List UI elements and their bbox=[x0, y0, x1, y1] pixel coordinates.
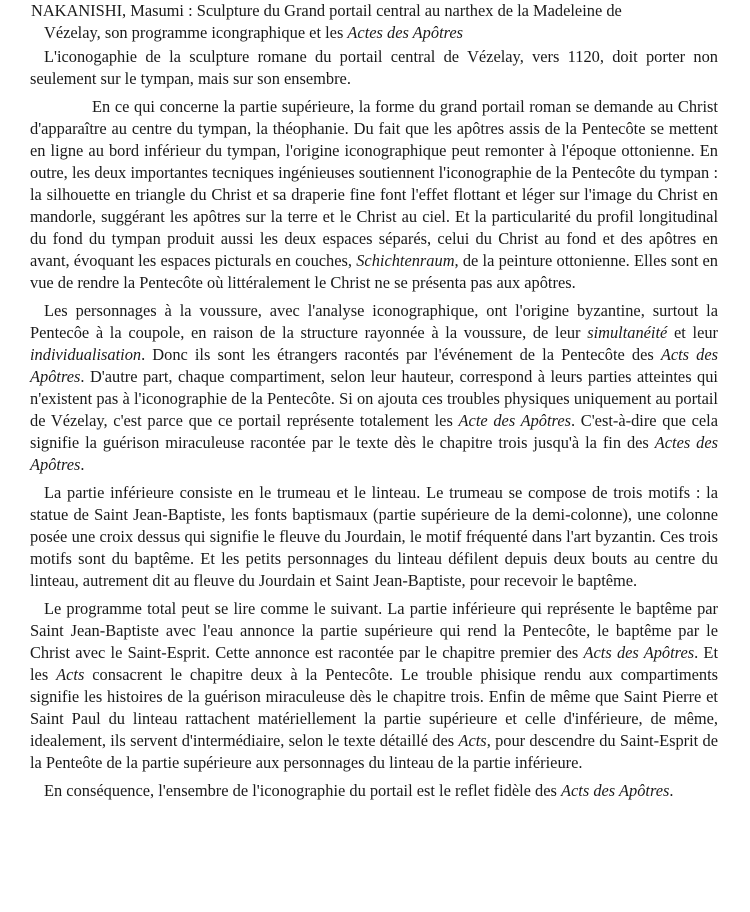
italic-term: Acte des Apôtres bbox=[458, 411, 571, 430]
paragraph bbox=[30, 46, 718, 90]
subtitle-italic: Actes des Apôtres bbox=[347, 23, 464, 42]
paragraph bbox=[30, 482, 718, 592]
italic-term: Schichtenraum bbox=[356, 251, 455, 270]
text-run: Les personnages à la voussure, avec l'analyse iconographique, ont l'origine byzantine, surtout la Pentecôe à la coupole, en raison de la structure rayonnée à la voussure, de leur bbox=[30, 301, 718, 342]
text-run: . D'autre part, chaque compartiment, selon leur hauteur, correspond à leurs parties atteintes qui n'existent pas à l'iconographie de la Pentecôte. Si on ajouta ces troubles physiques uniquement au portail de Vézelay, c'est parce que ce portail représente totalement les bbox=[30, 367, 718, 430]
text-run: , de la peinture ottonienne. Elles sont en vue de rendre la Pentecôte où littéralement le Christ ne se présenta pas aux apôtres. bbox=[30, 251, 718, 292]
subtitle-plain: Vézelay, son programme icongraphique et les bbox=[44, 23, 348, 42]
article-header bbox=[30, 0, 718, 44]
text-run: . C'est-à-dire que cela signifie la guérison miraculeuse racontée par le texte dès le chapitre trois jusqu'à la fin des bbox=[30, 411, 718, 452]
paragraph bbox=[30, 96, 718, 294]
article-subtitle bbox=[30, 22, 718, 44]
text-run: En ce qui concerne la partie supérieure, la forme du grand portail roman se demande au Christ d'apparaître au centre du tympan, la théophanie. Du fait que les apôtres assis de la Pentecôte se mettent en ligne au bord inférieur du tympan, l'origine iconographique peut remonter à l'époque ottonienne. En outre, les deux importantes tecniques ingénieuses soutiennent l'iconographie de la Pentecôte du tympan : la silhouette en triangle du Christ et sa draperie fine font l'effet flottant et léger sur l'image du Christ en mandorle, suggérant les apôtres sur la terre et le Christ au ciel. Et la particularité du profil longitudinal du fond du tympan produit aussi les deux espaces séparés, celui du Christ au fond et des apôtres en avant, évoquant les espaces picturals en couches, bbox=[30, 97, 718, 270]
italic-term: Actes des Apôtres bbox=[30, 433, 718, 474]
text-run: . Donc ils sont les étrangers racontés par l'événement de la Pentecôte des bbox=[141, 345, 661, 364]
text-run: . bbox=[669, 781, 674, 800]
text-run: L'iconogaphie de la sculpture romane du portail central de Vézelay, vers 1120, doit porter non seulement sur le tympan, mais sur son ensembre. bbox=[30, 47, 718, 88]
article-body bbox=[30, 46, 718, 802]
italic-term: Acts des Apôtres bbox=[561, 781, 670, 800]
italic-term: individualisation bbox=[30, 345, 142, 364]
italic-term: Acts bbox=[458, 731, 487, 750]
article-author-title: NAKANISHI, Masumi : Sculpture du Grand portail central au narthex de la Madeleine de bbox=[31, 1, 622, 20]
text-run: consacrent le chapitre deux à la Pentecôte. Le trouble phisique rendu aux compartiments signifie les histoires de la guérison miraculeuse dès le chapitre trois. Enfin de même que Saint Pierre et Saint Paul du linteau rattachent matériellement la partie supérieure et celle d'inférieure, de même, idealement, ils servent d'intermédiaire, selon le texte détaillé des bbox=[30, 665, 718, 750]
text-run: , pour descendre du Saint-Esprit de la Penteôte de la partie supérieure aux personnages du linteau de la partie inférieure. bbox=[30, 731, 718, 772]
text-run: . bbox=[80, 455, 85, 474]
text-run: Le programme total peut se lire comme le suivant. La partie inférieure qui représente le baptême par Saint Jean-Baptiste avec l'eau annonce la partie supérieure qui rend la Pentecôte, le baptême par le Christ avec le Saint-Esprit. Cette annonce est racontée par le chapitre premier des bbox=[30, 599, 718, 662]
italic-term: Acts des Apôtres bbox=[583, 643, 695, 662]
text-run: En conséquence, l'ensembre de l'iconographie du portail est le reflet fidèle des bbox=[44, 781, 562, 800]
text-run: et leur bbox=[667, 323, 718, 342]
text-run: . Et les bbox=[30, 643, 718, 684]
paragraph bbox=[30, 300, 718, 476]
italic-term: Acts bbox=[56, 665, 85, 684]
paragraph bbox=[30, 780, 718, 802]
italic-term: Acts des Apôtres bbox=[30, 345, 719, 386]
text-run: La partie inférieure consiste en le trumeau et le linteau. Le trumeau se compose de trois motifs : la statue de Saint Jean-Baptiste, les fonts baptismaux (partie supérieure de la demi-colonne), une colonne posée une croix dessus qui signifie le fleuve du Jourdain, le motif fréquenté dans l'art byzantin. Ces trois motifs sont du baptême. Et les petits personnages du linteau défilent depuis deux bouts au centre du linteau, autrement dit au fleuve du Jourdain et Saint Jean-Baptiste, pour recevoir le baptême. bbox=[30, 483, 718, 590]
paragraph bbox=[30, 598, 718, 774]
italic-term: simultanéité bbox=[587, 323, 668, 342]
